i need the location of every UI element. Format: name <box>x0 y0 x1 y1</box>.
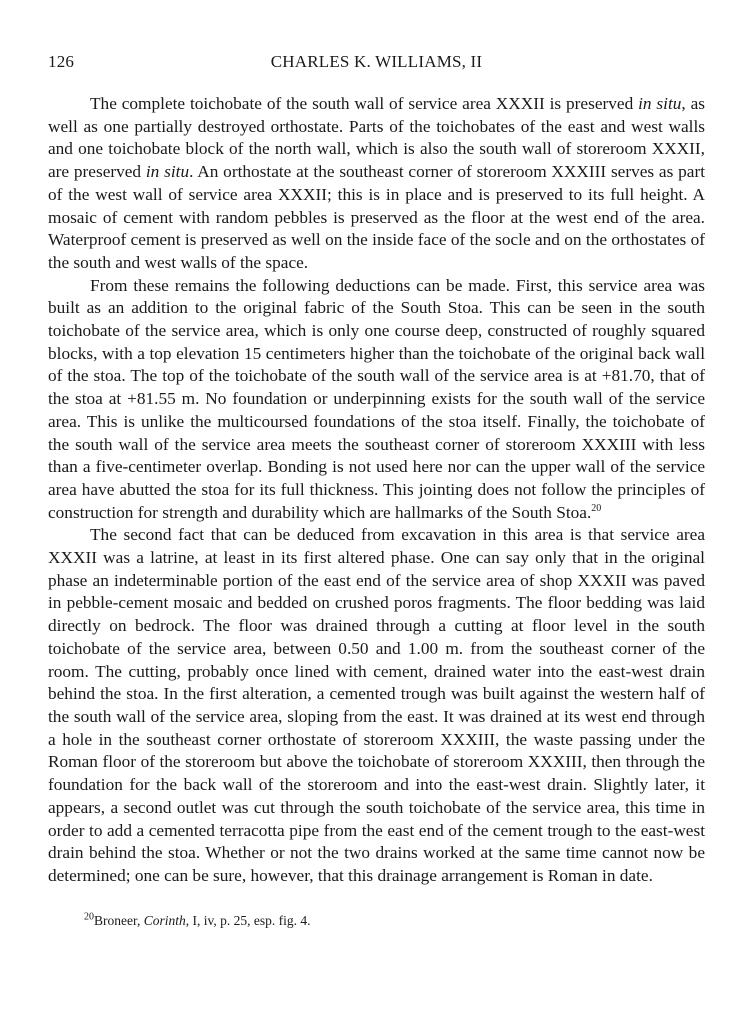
body-text <box>48 93 705 888</box>
paragraph-1-text-b: , as well as one partially destroyed orthostate. Parts of the toichobates of the east and west walls and one toichobate block of the north wall, which is also the south wall of storeroom XXXII, are preserved <box>48 94 705 182</box>
paragraph-1-text-c: . An orthostate at the southeast corner of storeroom XXXIII serves as part of the west wall of service area XXXII; this is in place and is preserved to its full height. A mosaic of cement with random pebbles is preserved as the floor at the west end of the area. Waterproof cement is preserved as well on the inside face of the socle and on the orthostates of the south and west walls of the space. <box>48 162 705 272</box>
running-head: CHARLES K. WILLIAMS, II <box>270 52 483 71</box>
footnote-reference-20[interactable]: 20 <box>591 502 602 514</box>
paragraph-2-text: From these remains the following deductions can be made. First, this service area was built as an addition to the original fabric of the South Stoa. This can be seen in the south toichobate of the service area, which is only one course deep, constructed of roughly squared blocks, with a top elevation 15 centimeters higher than the toichobate of the original back wall of the stoa. The top of the toichobate of the south wall of the service area is at +81.70, that of the stoa at +81.55 m. No foundation or underpinning exists for the south wall of the service area. This is unlike the multicoursed foundations of the stoa itself. Finally, the toichobate of the south wall of the service area meets the southeast corner of storeroom XXXIII with less than a five-centimeter overlap. Bonding is not used here nor can the upper wall of the service area have abutted the stoa for its full thickness. This jointing does not follow the principles of construction for strength and durability which are hallmarks of the South Stoa. <box>48 275 705 522</box>
paragraph-2 <box>48 275 705 525</box>
paragraph-3 <box>48 524 705 887</box>
paragraph-1-italic-in-situ-2: in situ <box>145 162 190 182</box>
paragraph-1-italic-in-situ-1: in situ <box>638 94 682 113</box>
footnote-citation: , I, iv, p. 25, esp. fig. 4. <box>185 913 311 928</box>
page-header <box>48 52 705 76</box>
footnote-author: Broneer, <box>94 913 144 928</box>
paragraph-1-text-a: The complete toichobate of the south wall of service area XXXII is preserved <box>90 94 639 113</box>
paragraph-3-text: The second fact that can be deduced from excavation in this area is that service area XXXII was a latrine, at least in its first altered phase. One can say only that in the original phase an indeterminable portion of the east end of the service area of shop XXXII was paved in pebble-cement mosaic and bedded on crushed poros fragments. The floor bedding was laid directly on bedrock. The floor was drained through a cutting at floor level in the south toichobate of the service area, between 0.50 and 1.00 m. from the southeast corner of the room. The cutting, probably once lined with cement, drained water into the east-west drain behind the stoa. In the first alteration, a cemented trough was built against the western half of the south wall of the service area, sloping from the east. It was drained at its west end through a hole in the southeast corner orthostate of storeroom XXXIII, the waste passing under the Roman floor of the storeroom but above the toichobate of storeroom XXXIII, then through the foundation for the back wall of the storeroom and into the east-west drain. Slightly later, it appears, a second outlet was cut through the south toichobate of the service area, this time in order to add a cemented terracotta pipe from the east end of the cement trough to the east-west drain behind the stoa. Whether or not the two drains worked at the same time cannot now be determined; one can be sure, however, that this drainage arrangement is Roman in date. <box>48 525 705 885</box>
footnote-title: Corinth <box>143 913 186 928</box>
paragraph-1 <box>48 93 705 275</box>
page-number: 126 <box>48 52 75 71</box>
footnote-number: 20 <box>84 911 94 923</box>
footnote-20 <box>84 912 704 930</box>
